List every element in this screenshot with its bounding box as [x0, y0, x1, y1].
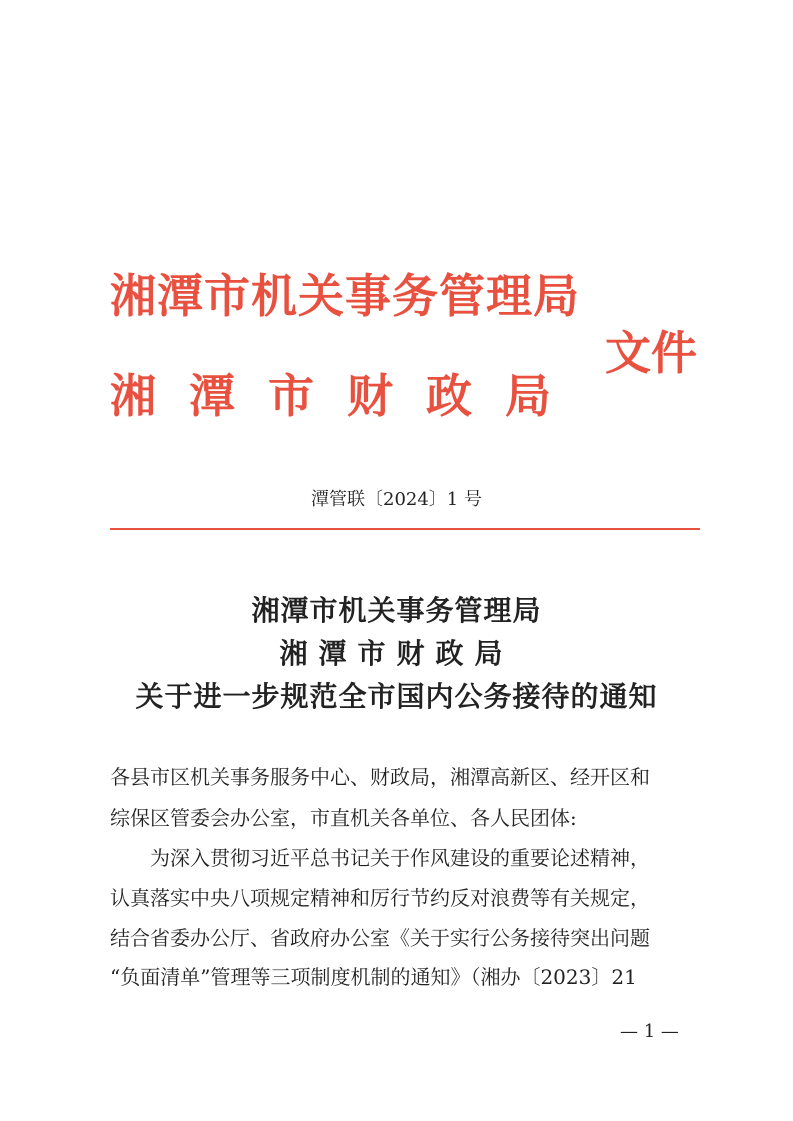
body-paragraph-line-3: 结合省委办公厅、省政府办公室《关于实行公务接待突出问题 — [110, 926, 650, 950]
issuer-line-2: 湘潭市财政局 — [110, 369, 584, 423]
document-type-label: 文件 — [605, 326, 697, 380]
page-number: — 1 — — [620, 1021, 679, 1042]
body-paragraph-line-2: 认真落实中央八项规定精神和厉行节约反对浪费等有关规定， — [110, 886, 650, 910]
body-paragraph-line-4: “负面清单”管理等三项制度机制的通知》（湘办〔2023〕21 — [110, 965, 637, 989]
red-divider — [110, 528, 700, 530]
addressee-line-1: 各县市区机关事务服务中心、财政局，湘潭高新区、经开区和 — [110, 765, 650, 789]
title-subject: 关于进一步规范全市国内公务接待的通知 — [135, 680, 658, 713]
title-issuer-2: 湘潭市财政局 — [279, 637, 514, 670]
issuer-line-1: 湘潭市机关事务管理局 — [110, 269, 580, 323]
body-paragraph-line-1: 为深入贯彻习近平总书记关于作风建设的重要论述精神， — [150, 846, 650, 870]
document-number: 潭管联〔2024〕1 号 — [311, 489, 482, 510]
addressee-line-2: 综保区管委会办公室，市直机关各单位、各人民团体: — [110, 806, 577, 830]
title-issuer-1: 湘潭市机关事务管理局 — [251, 594, 542, 627]
